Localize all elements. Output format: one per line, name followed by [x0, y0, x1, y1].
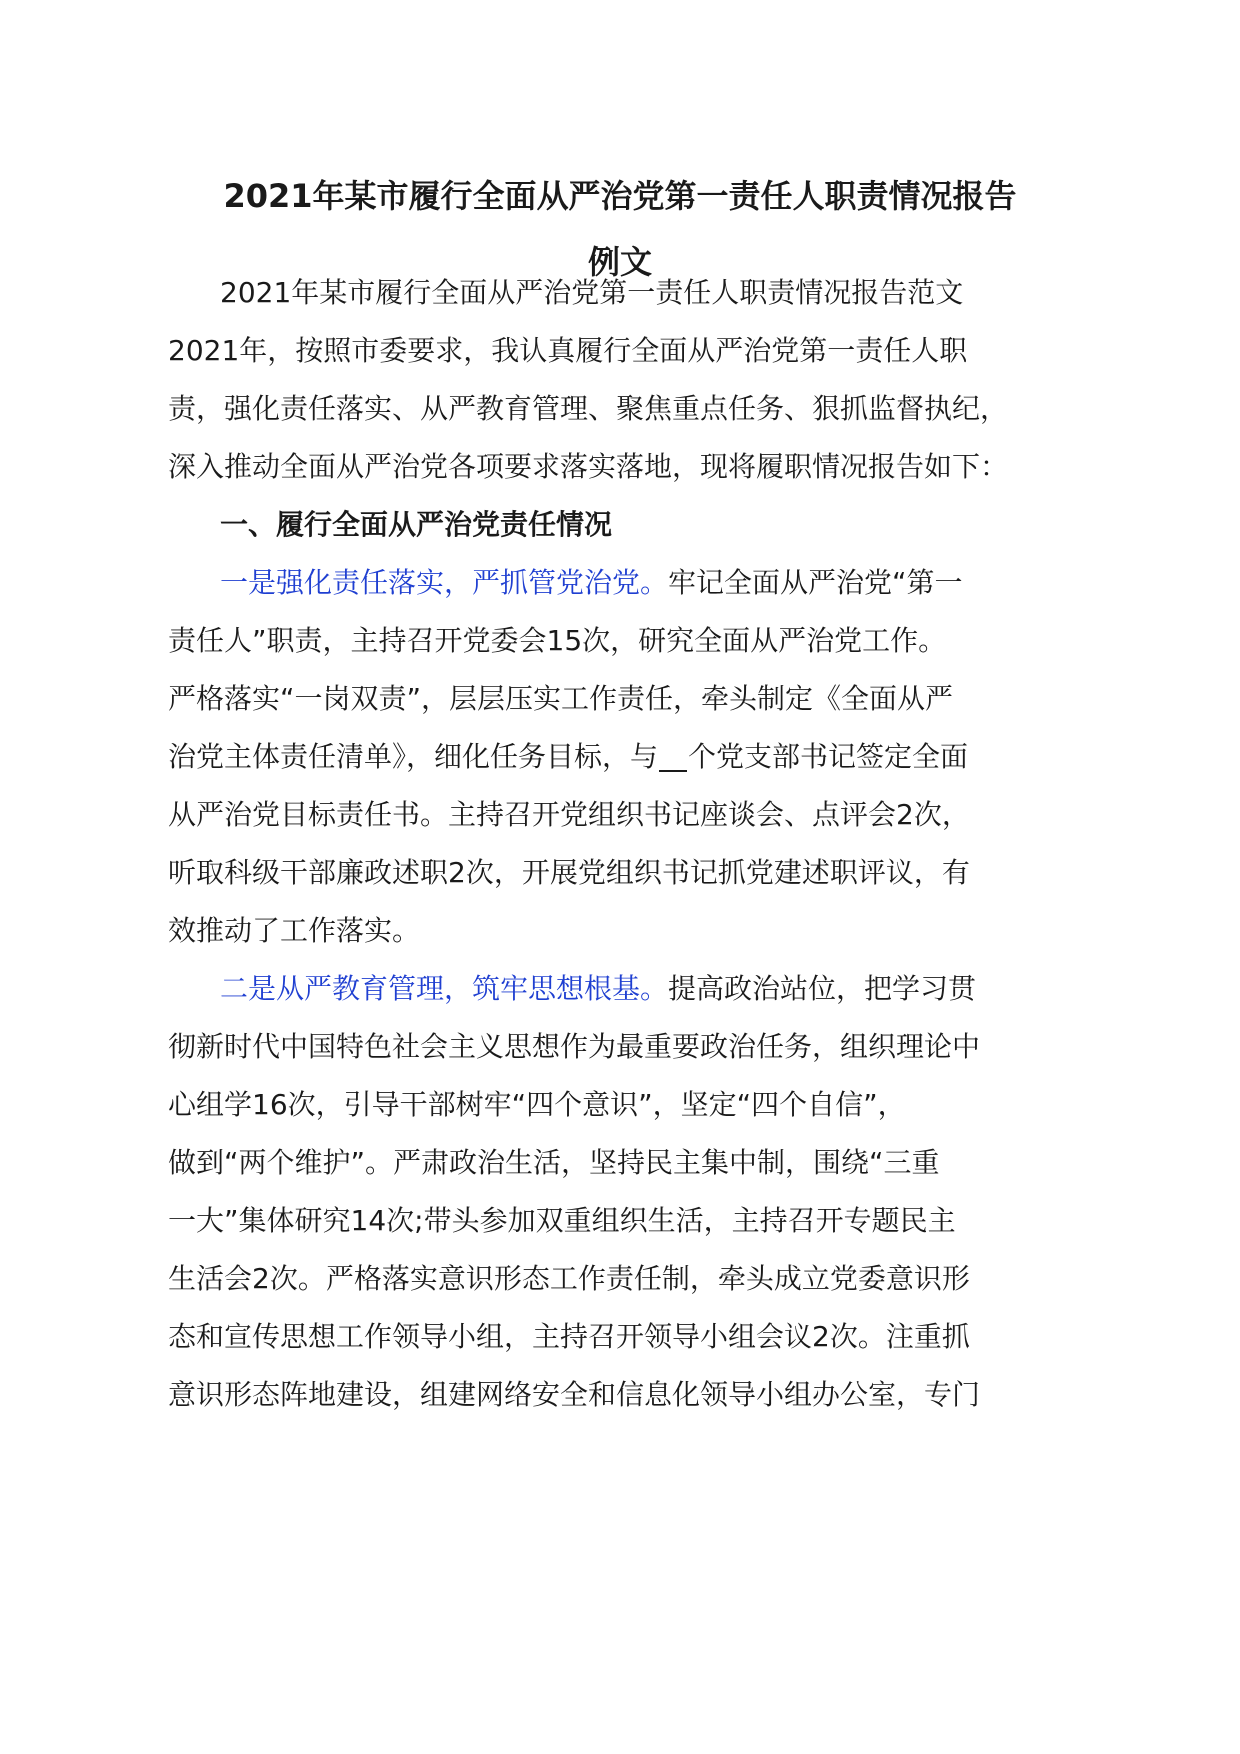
intro-line-4: 深入推动全面从严治党各项要求落实落地，现将履职情况报告如下：	[168, 450, 1009, 483]
paragraph-2-line-1: 提高政治站位，把学习贯	[668, 972, 977, 1005]
paragraph-2-line-7: 态和宣传思想工作领导小组，主持召开领导小组会议2次。注重抓	[168, 1320, 970, 1353]
paragraph-1-line-5: 从严治党目标责任书。主持召开党组织书记座谈会、点评会2次，	[168, 798, 970, 831]
paragraph-1-line-3: 严格落实“一岗双责”，层层压实工作责任，牵头制定《全面从严	[168, 682, 954, 715]
blank-underline	[659, 744, 687, 772]
paragraph-1-line-6: 听取科级干部廉政述职2次，开展党组织书记抓党建述职评议，有	[168, 856, 970, 889]
paragraph-1-line-4b: 个党支部书记签定全面	[688, 740, 969, 773]
paragraph-2-lead: 二是从严教育管理，筑牢思想根基。	[220, 972, 669, 1005]
paragraph-1-lead: 一是强化责任落实，严抓管党治党。	[220, 566, 669, 599]
paragraph-1-line-4a: 治党主体责任清单》，细化任务目标，与	[168, 740, 659, 773]
paragraph-2-line-6: 生活会2次。严格落实意识形态工作责任制，牵头成立党委意识形	[168, 1262, 970, 1295]
paragraph-2-line-4: 做到“两个维护”。严肃政治生活，坚持民主集中制，围绕“三重	[168, 1146, 940, 1179]
document-title-line1: 2021年某市履行全面从严治党第一责任人职责情况报告	[223, 177, 1017, 215]
paragraph-1-line-1: 牢记全面从严治党“第一	[668, 566, 963, 599]
paragraph-1-line-7: 效推动了工作落实。	[168, 914, 421, 947]
intro-line-2: 2021年，按照市委要求，我认真履行全面从严治党第一责任人职	[168, 334, 968, 367]
paragraph-2-line-8: 意识形态阵地建设，组建网络安全和信息化领导小组办公室，专门	[168, 1378, 981, 1411]
paragraph-1-line-2: 责任人”职责，主持召开党委会15次，研究全面从严治党工作。	[168, 624, 947, 657]
document-title-line2: 例文	[587, 243, 652, 281]
paragraph-2-line-2: 彻新时代中国特色社会主义思想作为最重要政治任务，组织理论中	[168, 1030, 981, 1063]
paragraph-2-line-5: 一大”集体研究14次;带头参加双重组织生活，主持召开专题民主	[168, 1204, 956, 1237]
section-heading-1: 一、履行全面从严治党责任情况	[220, 508, 613, 541]
paragraph-2-line-3: 心组学16次，引导干部树牢“四个意识”，坚定“四个自信”，	[168, 1088, 906, 1121]
intro-line-1: 2021年某市履行全面从严治党第一责任人职责情况报告范文	[220, 276, 964, 309]
intro-line-3: 责，强化责任落实、从严教育管理、聚焦重点任务、狠抓监督执纪，	[168, 392, 1009, 425]
